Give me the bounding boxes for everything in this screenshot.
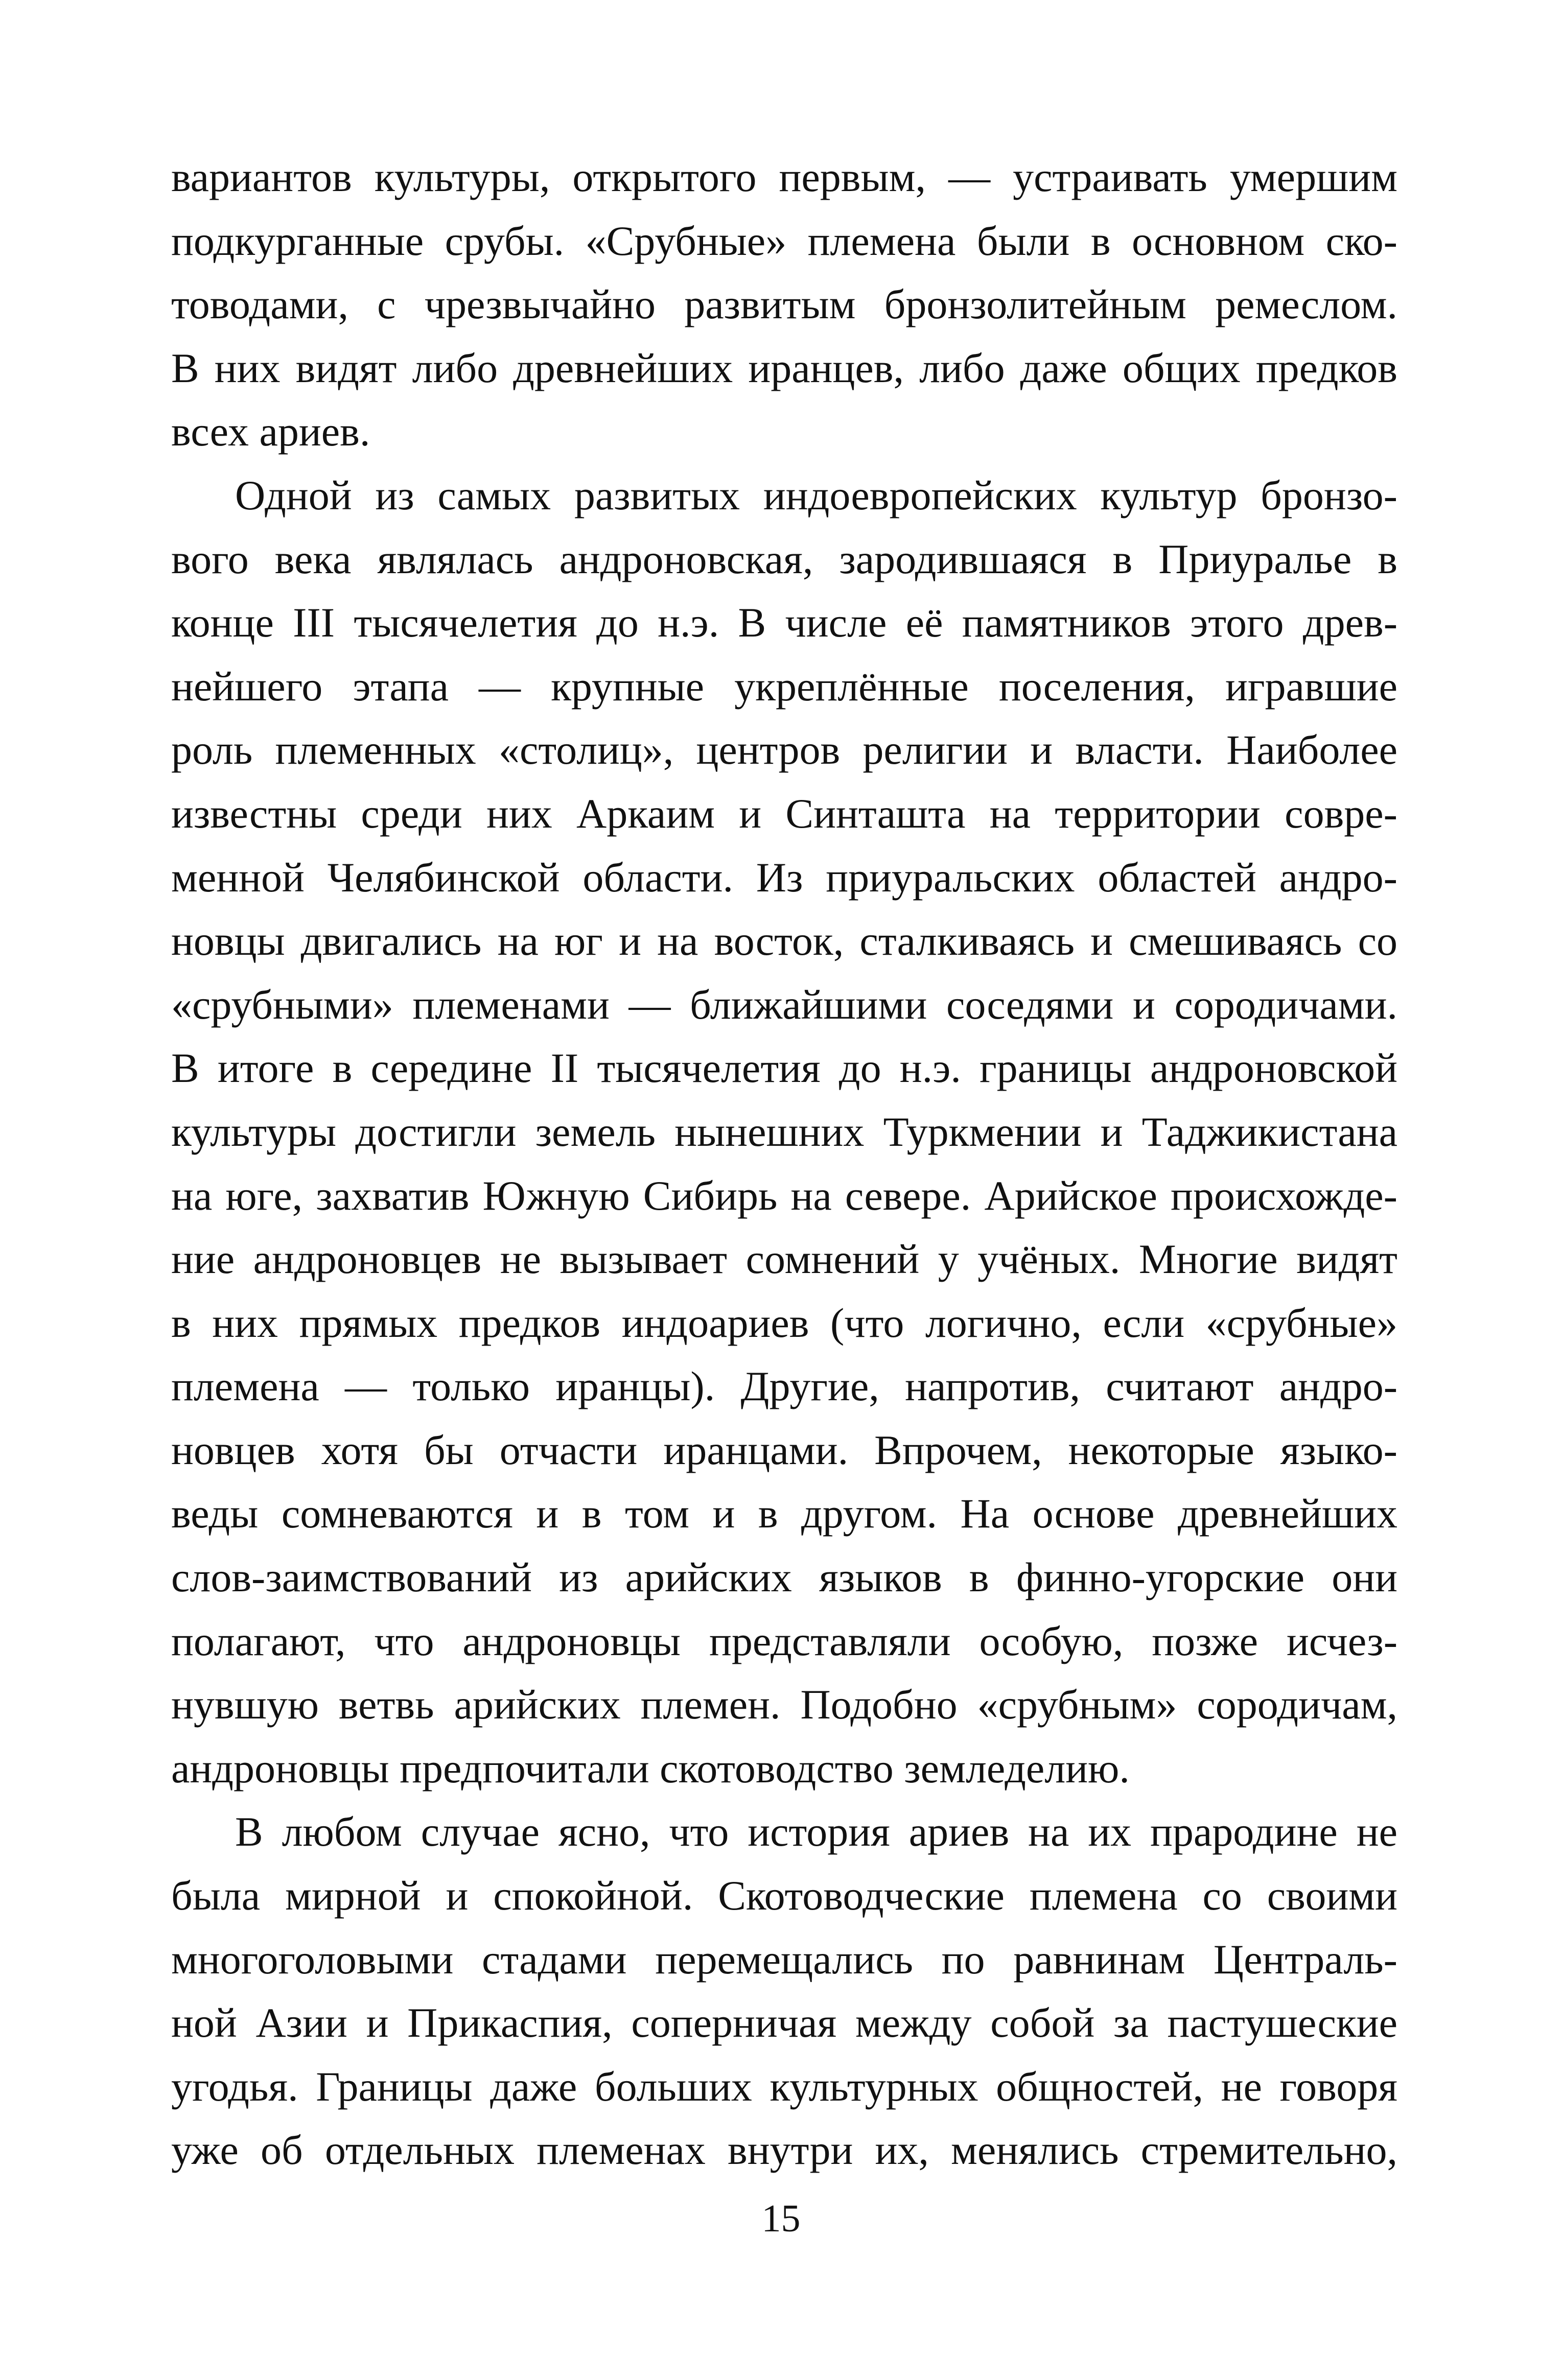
text-line: многоголовыми стадами перемещались по равнинам Централь- <box>171 1936 1397 1983</box>
text-line: товодами, с чрезвычайно развитым бронзолитейным ремеслом. <box>171 281 1397 328</box>
text-line: нувшую ветвь арийских племен. Подобно «срубным» сородичам, <box>171 1681 1397 1728</box>
text-line: нейшего этапа — крупные укреплённые поселения, игравшие <box>171 663 1397 710</box>
text-line: слов-заимствований из арийских языков в финно-угорские они <box>171 1554 1397 1601</box>
text-line: «срубными» племенами — ближайшими соседями и сородичами. <box>171 981 1397 1028</box>
text-line: на юге, захватив Южную Сибирь на севере. Арийское происхожде- <box>171 1172 1397 1219</box>
text-line: угодья. Границы даже больших культурных общностей, не говоря <box>171 2063 1397 2110</box>
text-line: ной Азии и Прикаспия, соперничая между собой за пастушеские <box>171 1999 1397 2046</box>
text-line: роль племенных «столиц», центров религии и власти. Наиболее <box>171 726 1397 773</box>
paragraph-2 <box>171 464 1397 1800</box>
text-line: была мирной и спокойной. Скотоводческие племена со своими <box>171 1872 1397 1919</box>
text-line: в них прямых предков индоариев (что логично, если «срубные» <box>171 1299 1397 1346</box>
text-line: культуры достигли земель нынешних Туркмении и Таджикистана <box>171 1108 1397 1155</box>
text-line: Одной из самых развитых индоевропейских культур бронзо- <box>235 472 1397 519</box>
text-line: вого века являлась андроновская, зародившаяся в Приуралье в <box>171 535 1397 582</box>
text-line: В них видят либо древнейших иранцев, либо даже общих предков <box>171 344 1397 391</box>
text-line: менной Челябинской области. Из приуральских областей андро- <box>171 854 1397 901</box>
text-line: уже об отдельных племенах внутри их, менялись стремительно, <box>171 2127 1397 2174</box>
text-line: андроновцы предпочитали скотоводство земледелию. <box>171 1745 1130 1792</box>
text-line: В любом случае ясно, что история ариев на их прародине не <box>235 1808 1397 1855</box>
text-line: подкурганные срубы. «Срубные» племена были в основном ско- <box>171 217 1397 264</box>
body-text <box>171 146 1397 2182</box>
text-line: веды сомневаются и в том и в другом. На основе древнейших <box>171 1490 1397 1537</box>
text-line: известны среди них Аркаим и Синташта на территории совре- <box>171 790 1397 837</box>
paragraph-3 <box>171 1800 1397 2182</box>
text-line: племена — только иранцы). Другие, напротив, считают андро- <box>171 1363 1397 1410</box>
text-line: вариантов культуры, открытого первым, — устраивать умершим <box>171 154 1397 200</box>
text-line: ние андроновцев не вызывает сомнений у учёных. Многие видят <box>171 1236 1397 1283</box>
page-number: 15 <box>761 2197 801 2240</box>
text-line: всех ариев. <box>171 408 370 455</box>
text-line: В итоге в середине II тысячелетия до н.э. границы андроновской <box>171 1045 1397 1092</box>
text-line: полагают, что андроновцы представляли особую, позже исчез- <box>171 1617 1397 1664</box>
text-line: новцы двигались на юг и на восток, сталкиваясь и смешиваясь со <box>171 917 1397 964</box>
text-line: конце III тысячелетия до н.э. В числе её памятников этого древ- <box>171 599 1397 646</box>
paragraph-1 <box>171 146 1397 464</box>
text-line: новцев хотя бы отчасти иранцами. Впрочем, некоторые языко- <box>171 1426 1397 1473</box>
